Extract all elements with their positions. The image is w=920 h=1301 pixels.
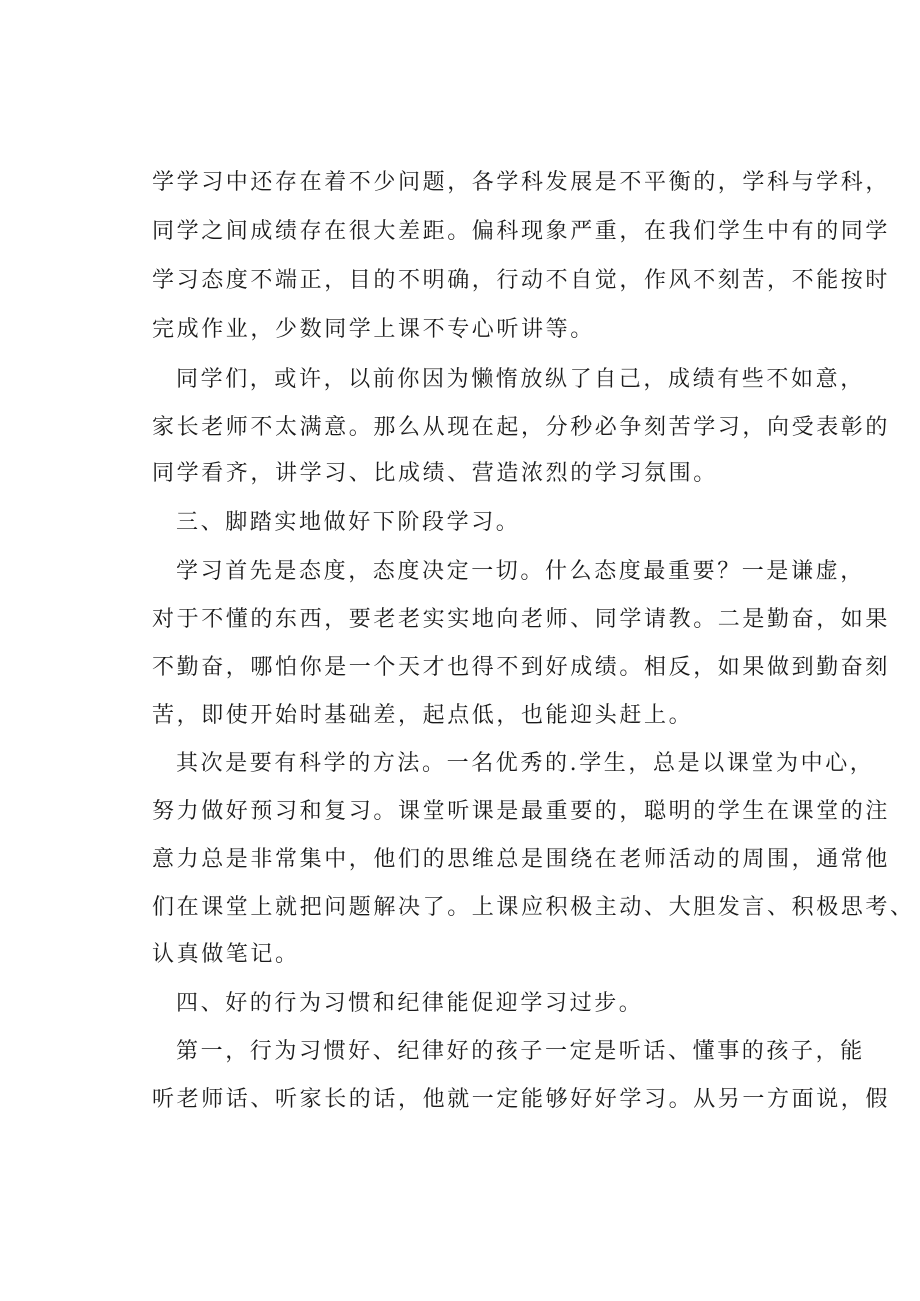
text-line: 同学看齐，讲学习、比成绩、营造浓烈的学习氛围。 <box>152 461 718 486</box>
text-line: 们在课堂上就把问题解决了。上课应积极主动、大胆发言、积极思考、 <box>152 895 915 920</box>
text-line: 同学们，或许，以前你因为懒惰放纵了自己，成绩有些不如意， <box>176 367 865 392</box>
text-line: 四、好的行为习惯和纪律能促迎学习过步。 <box>176 991 644 1016</box>
text-line: 苦，即使开始时基础差，起点低，也能迎头赶上。 <box>152 703 694 728</box>
text-line: 学习首先是态度，态度决定一切。什么态度最重要？一是谦虚， <box>176 559 865 584</box>
text-line: 努力做好预习和复习。课堂听课是最重要的，聪明的学生在课堂的注 <box>152 799 891 824</box>
text-line: 完成作业，少数同学上课不专心听讲等。 <box>152 317 595 342</box>
text-line: 对于不懂的东西，要老老实实地向老师、同学请教。二是勤奋，如果 <box>152 607 891 632</box>
text-line: 同学之间成绩存在很大差距。偏科现象严重，在我们学生中有的同学 <box>152 219 891 244</box>
text-line: 家长老师不太满意。那么从现在起，分秒必争刻苦学习，向受表彰的 <box>152 415 891 440</box>
text-line: 学学习中还存在着不少问题，各学科发展是不平衡的，学科与学科， <box>152 170 891 195</box>
text-line: 三、脚踏实地做好下阶段学习。 <box>176 510 521 535</box>
text-line: 不勤奋，哪怕你是一个天才也得不到好成绩。相反，如果做到勤奋刻 <box>152 655 891 680</box>
text-line: 学习态度不端正，目的不明确，行动不自觉，作风不刻苦，不能按时 <box>152 268 891 293</box>
text-line: 其次是要有科学的方法。一名优秀的.学生，总是以课堂为中心， <box>176 751 875 776</box>
text-line: 第一，行为习惯好、纪律好的孩子一定是听话、懂事的孩子，能 <box>176 1039 865 1064</box>
text-line: 认真做笔记。 <box>152 942 300 967</box>
text-line: 听老师话、听家长的话，他就一定能够好好学习。从另一方面说，假 <box>152 1087 891 1112</box>
text-line: 意力总是非常集中，他们的思维总是围绕在老师活动的周围，通常他 <box>152 847 891 872</box>
